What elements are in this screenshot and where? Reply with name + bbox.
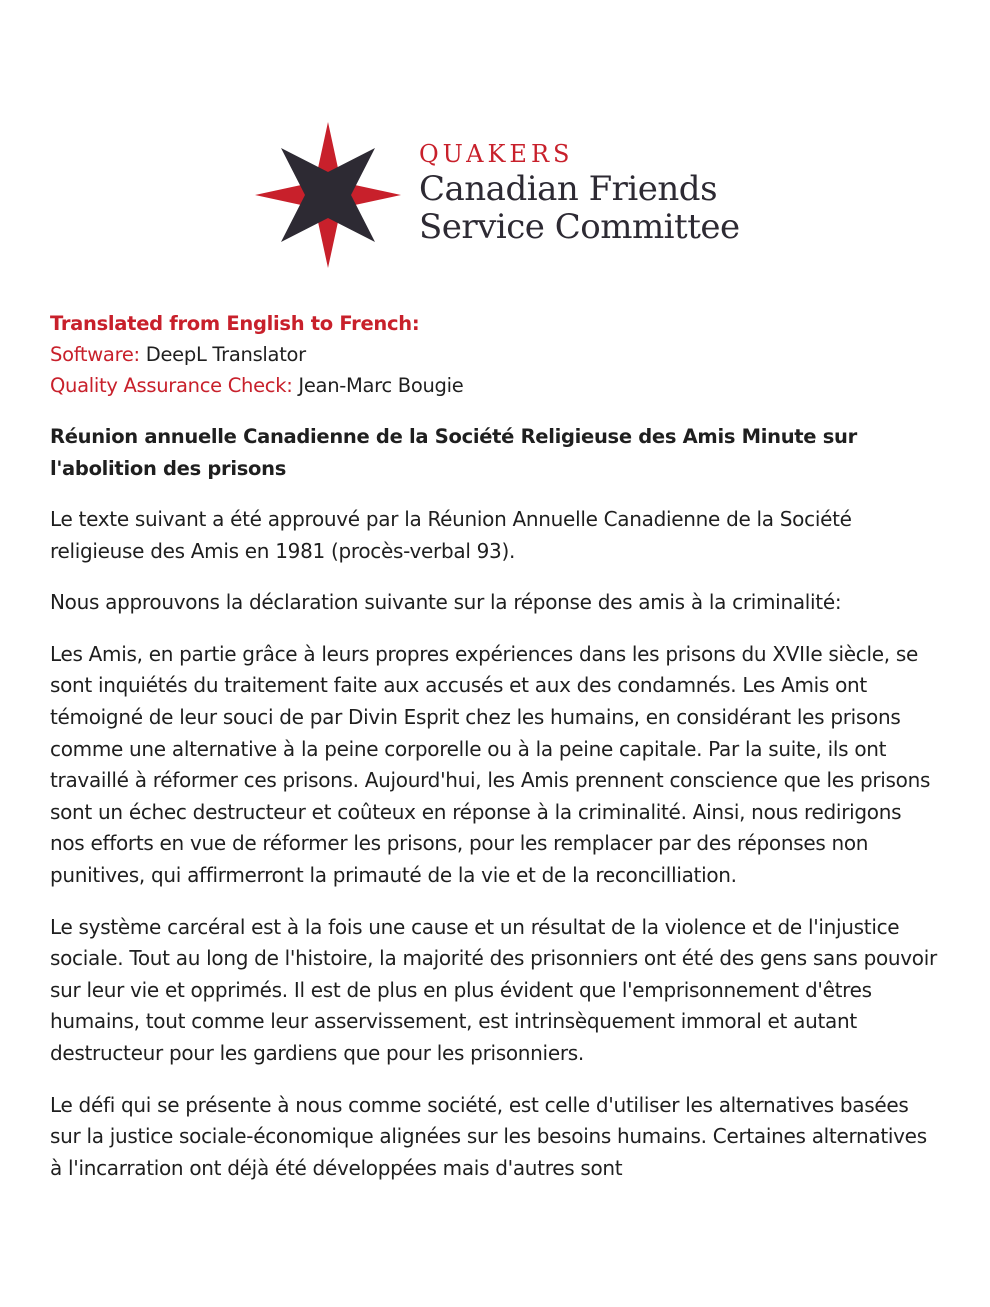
paragraph: Le texte suivant a été approuvé par la Réunion Annuelle Canadienne de la Société religieuse des Amis en 1981 (procès-verbal 93). <box>50 507 852 563</box>
document-title: Réunion annuelle Canadienne de la Société Religieuse des Amis Minute sur l'abolition des prisons <box>50 425 857 480</box>
paragraph: Les Amis, en partie grâce à leurs propres expériences dans les prisons du XVIIe siècle, se sont inquiétés du traitement faite aux accusés et aux des condamnés. Les Amis ont témoigné de leur souci de par Divin Esprit chez les humains, en considérant les prisons comme une alternative à la peine corporelle ou à la peine capitale. Par la suite, ils ont travaillé à réformer ces prisons. Aujourd'hui, les Amis prennent conscience que les prisons sont un échec destructeur et coûteux en réponse à la criminalité. Ainsi, nous redirigons nos efforts en vue de réformer les prisons, pour les remplacer par des réponses non punitives, qui affirmerront la primauté de la vie et de la reconcilliation. <box>50 641 931 887</box>
logo-org-name <box>419 170 759 246</box>
logo-brand-text: QUAKERS <box>419 140 574 168</box>
organization-logo <box>255 122 755 270</box>
logo-org-line-2: Service Committee <box>419 207 740 247</box>
qa-credit <box>50 370 940 401</box>
eight-point-star-icon <box>255 122 401 268</box>
paragraph: Nous approuvons la déclaration suivante sur la réponse des amis à la criminalité: <box>50 590 842 615</box>
paragraph: Le système carcéral est à la fois une cause et un résultat de la violence et de l'injustice sociale. Tout au long de l'histoire, la majorité des prisonniers ont été des gens sans pouvoir sur leur vie et opprimés. Il est de plus en plus évident que l'emprisonnement d'êtres humains, tout comme leur asservissement, est intrinsèquement immoral et autant destructeur pour les gardiens que pour les prisonniers. <box>50 914 937 1065</box>
qa-label: Quality Assurance Check: <box>50 374 293 397</box>
logo-org-line-1: Canadian Friends <box>419 169 718 209</box>
software-label: Software: <box>50 343 140 366</box>
software-credit <box>50 339 940 370</box>
paragraph: Le défi qui se présente à nous comme société, est celle d'utiliser les alternatives basées sur la justice sociale-économique alignées sur les besoins humains. Certaines alternatives à l'incarration ont déjà été développées mais d'autres sont <box>50 1092 927 1180</box>
software-value: DeepL Translator <box>145 343 306 366</box>
qa-value: Jean-Marc Bougie <box>298 374 464 397</box>
document-content <box>50 308 940 1184</box>
translation-heading: Translated from English to French: <box>50 312 420 335</box>
